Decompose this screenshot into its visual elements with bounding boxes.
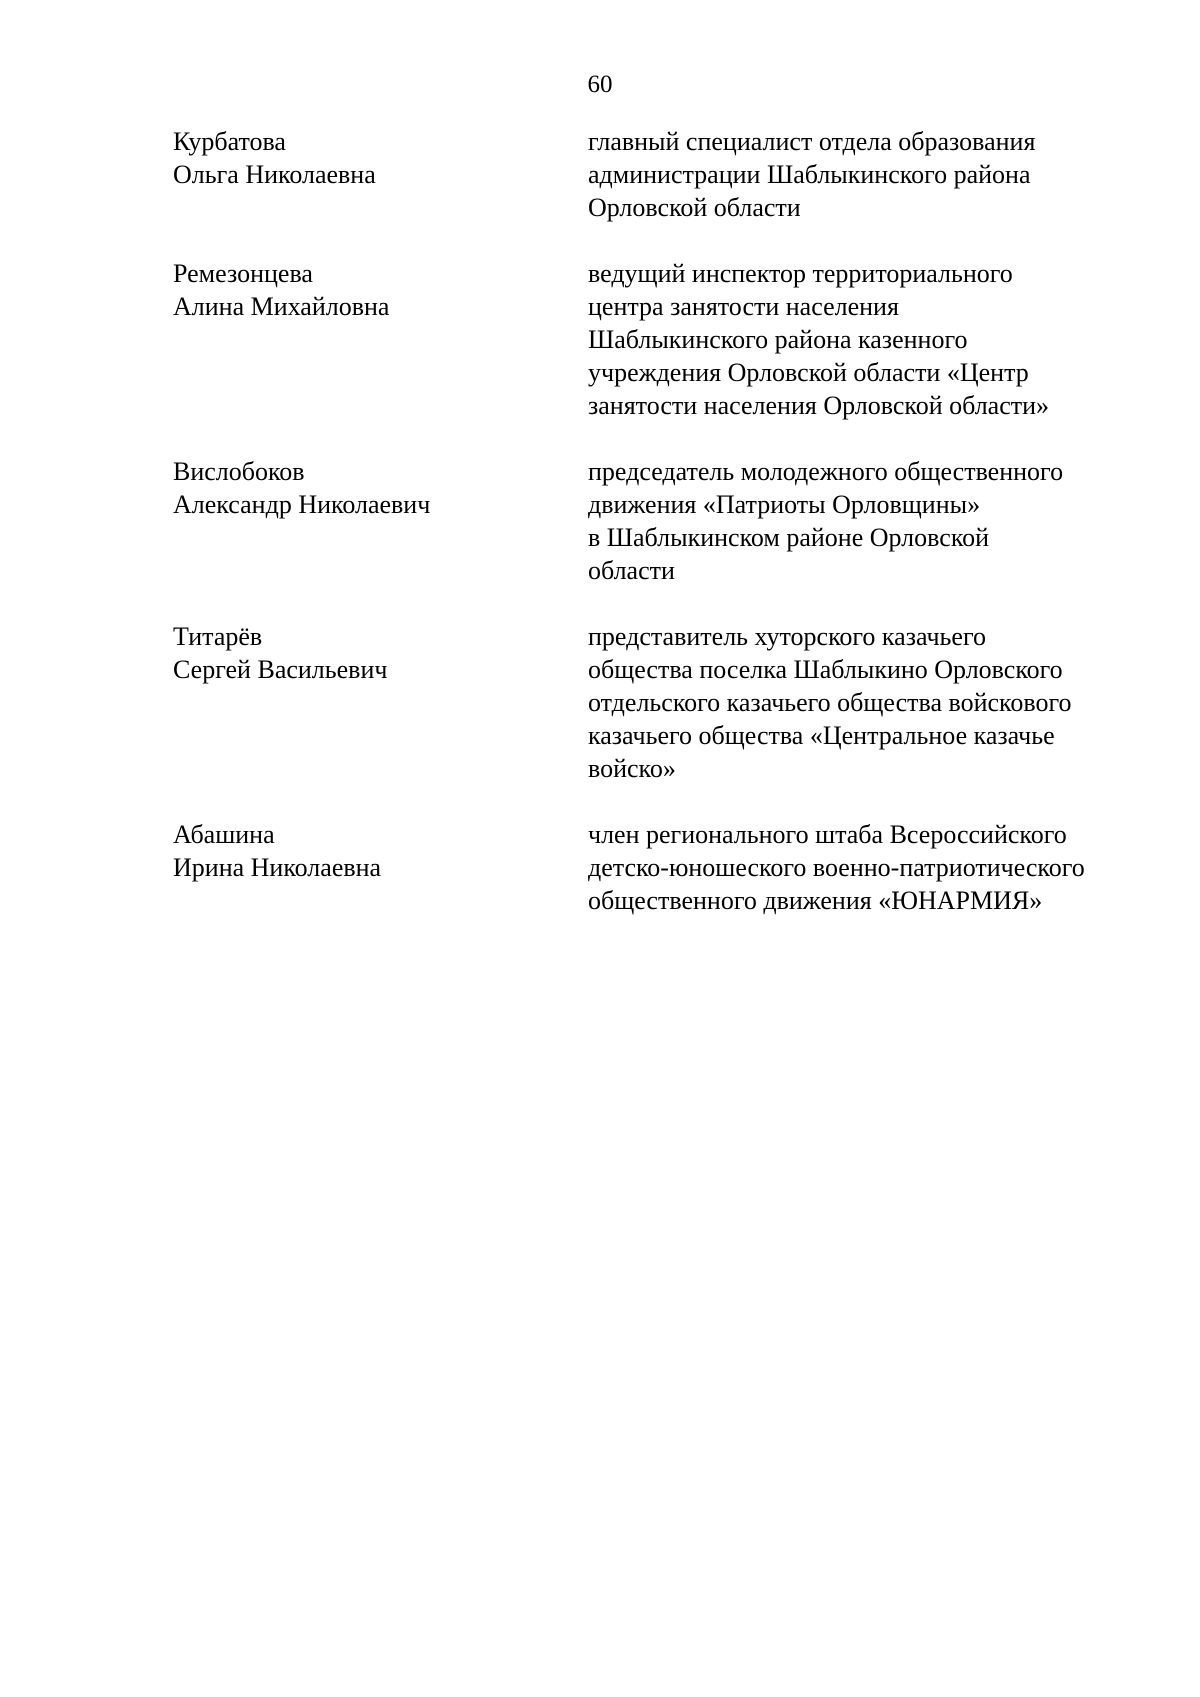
position-line: председатель молодежного общественного — [588, 457, 1064, 486]
member-list — [0, 125, 1200, 917]
position-line: ведущий инспектор территориального — [588, 259, 1013, 288]
member-given-names: Алина Михайловна — [173, 292, 390, 321]
member-position — [588, 455, 1148, 587]
position-line: общества поселка Шаблыкино Орловского — [588, 655, 1063, 684]
member-given-names: Ольга Николаевна — [173, 160, 376, 189]
position-line: в Шаблыкинском районе Орловской — [588, 523, 990, 552]
position-line: занятости населения Орловской области» — [588, 391, 1050, 420]
member-given-names: Александр Николаевич — [173, 490, 431, 519]
member-surname: Титарёв — [173, 622, 263, 651]
page-number: 60 — [587, 71, 613, 98]
member-position — [588, 257, 1148, 422]
member-position — [588, 125, 1148, 224]
position-line: член регионального штаба Всероссийского — [588, 820, 1067, 849]
position-line: Орловской области — [588, 193, 801, 222]
member-surname: Ремезонцева — [173, 259, 313, 288]
position-line: отдельского казачьего общества войскового — [588, 688, 1072, 717]
position-line: движения «Патриоты Орловщины» — [588, 490, 981, 519]
member-entry — [0, 818, 1200, 917]
position-line: главный специалист отдела образования — [588, 127, 1036, 156]
member-position — [588, 620, 1148, 785]
member-position — [588, 818, 1148, 917]
position-line: детско-юношеского военно-патриотического — [588, 853, 1085, 882]
position-line: учреждения Орловской области «Центр — [588, 358, 1029, 387]
position-line: администрации Шаблыкинского района — [588, 160, 1031, 189]
position-line: центра занятости населения — [588, 292, 899, 321]
member-entry — [0, 257, 1200, 422]
member-given-names: Ирина Николаевна — [173, 853, 382, 882]
position-line: представитель хуторского казачьего — [588, 622, 986, 651]
member-name — [173, 620, 553, 686]
position-line: войско» — [588, 754, 676, 783]
member-name — [173, 257, 553, 323]
member-given-names: Сергей Васильевич — [173, 655, 388, 684]
member-name — [173, 455, 553, 521]
member-entry — [0, 620, 1200, 785]
member-surname: Абашина — [173, 820, 275, 849]
member-entry — [0, 125, 1200, 224]
member-entry — [0, 455, 1200, 587]
position-line: общественного движения «ЮНАРМИЯ» — [588, 886, 1043, 915]
member-name — [173, 125, 553, 191]
position-line: области — [588, 556, 675, 585]
position-line: казачьего общества «Центральное казачье — [588, 721, 1055, 750]
member-name — [173, 818, 553, 884]
member-surname: Вислобоков — [173, 457, 305, 486]
position-line: Шаблыкинского района казенного — [588, 325, 968, 354]
member-surname: Курбатова — [173, 127, 286, 156]
